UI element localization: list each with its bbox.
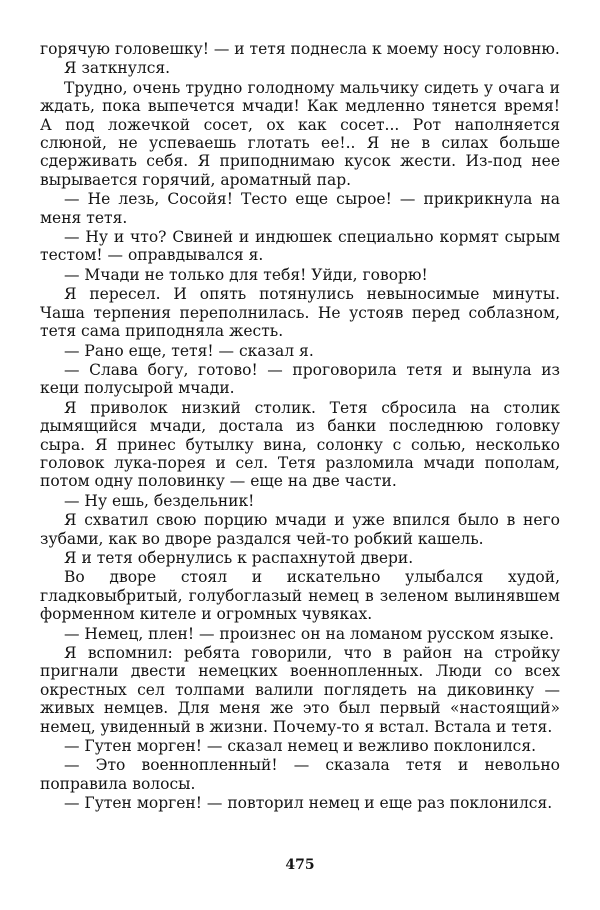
dialogue-line: — Не лезь, Сосойя! Тесто еще сырое! — прикрикнула на меня тетя. xyxy=(40,190,560,227)
dialogue-line: — Гутен морген! — сказал немец и вежливо поклонился. xyxy=(64,737,537,756)
paragraph: Я и тетя обернулись к распахнутой двери. xyxy=(64,548,414,567)
paragraph: Трудно, очень трудно голодному мальчику сидеть у очага и ждать, пока выпечется мчади! Как медленно тянется время! А под ложечкой сосет, ох как сосет... Рот наполняется слюной, не успеваешь глотать ее!.. Я не в силах больше сдерживать себя. Я приподнимаю кусок жести. Из-под нее вырывается горячий, ароматный пар. xyxy=(40,78,560,189)
dialogue-line: — Мчади не только для тебя! Уйди, говорю! xyxy=(64,265,428,284)
dialogue-line: — Ну ешь, бездельник! xyxy=(64,491,255,510)
page-number: 475 xyxy=(285,857,315,873)
dialogue-line: — Слава богу, готово! — проговорила тетя и вынула из кеци полусырой мчади. xyxy=(40,360,560,398)
book-page-text xyxy=(40,40,560,814)
paragraph: Я пересел. И опять потянулись невыносимые минуты. Чаша терпения переполнилась. Не устояв перед соблазном, тетя сама приподняла жесть. xyxy=(40,285,560,341)
paragraph: Я приволок низкий столик. Тетя сбросила на столик дымящийся мчади, достала из банки последнюю головку сыра. Я принес бутылку вина, солонку с солью, несколько головок лука-порея и сел. Тетя разломила мчади пополам, потом одну половинку — еще на две части. xyxy=(40,398,560,491)
paragraph: Я схватил свою порцию мчади и уже впился было в него зубами, как во дворе раздался чей-то робкий кашель. xyxy=(40,511,560,548)
dialogue-line: — Это военнопленный! — сказала тетя и невольно поправила волосы. xyxy=(40,756,560,793)
dialogue-line: — Гутен морген! — повторил немец и еще раз поклонился. xyxy=(64,794,553,813)
paragraph-continued: горячую головешку! — и тетя поднесла к моему носу головню. xyxy=(40,40,560,58)
dialogue-line: — Рано еще, тетя! — сказал я. xyxy=(64,341,314,360)
paragraph: Во дворе стоял и искательно улыбался худой, гладковыбритый, голубоглазый немец в зеленом вылинявшем форменном кителе и огромных чувяках. xyxy=(40,568,560,624)
dialogue-line: — Немец, плен! — произнес он на ломаном русском языке. xyxy=(64,624,554,643)
paragraph: Я вспомнил: ребята говорили, что в район на стройку пригнали двести немецких военнопленных. Люди со всех окрестных сел толпами валили поглядеть на диковинку — живых немцев. Для меня же это был первый «настоящий» немец, увиденный в жизни. Почему-то я встал. Встала и тетя. xyxy=(40,644,560,736)
dialogue-line: — Ну и что? Свиней и индюшек специально кормят сырым тестом! — оправдывался я. xyxy=(40,228,560,265)
paragraph: Я заткнулся. xyxy=(64,59,171,78)
